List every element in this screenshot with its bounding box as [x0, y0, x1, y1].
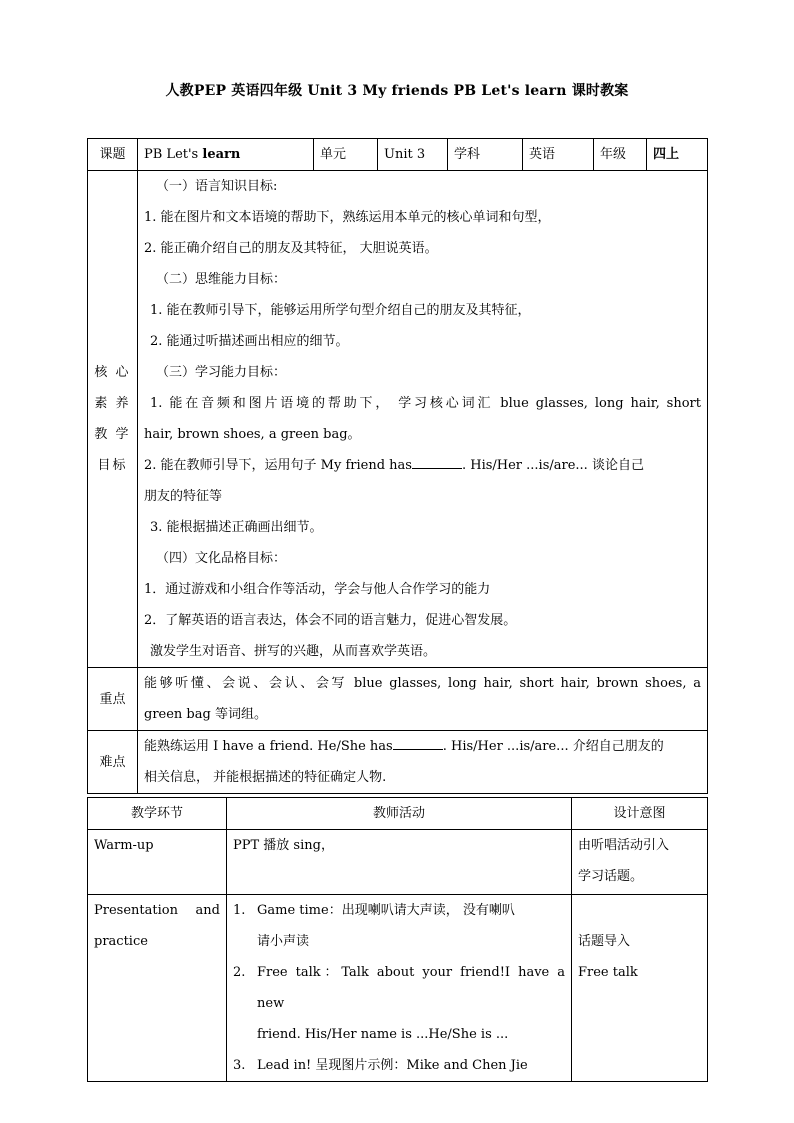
goal-line: 2．了解英语的语言表达，体会不同的语言魅力，促进心智发展。 [144, 613, 517, 628]
fill-blank [412, 454, 462, 469]
goal-line: 朋友的特征等 [144, 489, 223, 504]
grade-value: 四上 [647, 139, 708, 171]
goal-line: 2. 能在教师引导下，运用句子 My friend has . His/Her ...is/are... 谈论自己 [144, 450, 701, 481]
key-points-content: 能够听懂、会说、会认、会写 blue glasses, long hair, short hair, brown shoes, a green bag 等词组。 [138, 668, 708, 731]
goal-heading: （二）思维能力目标： [156, 272, 287, 287]
goal-heading: （三）学习能力目标： [156, 365, 287, 380]
goals-content [138, 171, 708, 668]
list-item: 3. Lead in! 呈现图片示例：Mike and Chen Jie [233, 1058, 528, 1073]
info-row [88, 139, 708, 171]
lesson-info-table [87, 138, 708, 794]
stage-cell: Warm-up [88, 830, 227, 895]
goals-label: 核 心 素 养 教 学 目标 [88, 171, 138, 668]
goal-line: hair, brown shoes, a green bag。 [144, 427, 361, 442]
process-row-warmup [88, 830, 708, 895]
goal-line: 2. 能通过听描述画出相应的细节。 [150, 334, 349, 349]
goal-line: 1. 能在教师引导下，能够运用所学句型介绍自己的朋友及其特征， [150, 303, 531, 318]
topic-label: 课题 [88, 139, 138, 171]
subject-label: 学科 [448, 139, 523, 171]
goal-line: 激发学生对语音、拼写的兴趣，从而喜欢学英语。 [150, 644, 437, 659]
header-activity: 教师活动 [227, 798, 572, 830]
goal-line: 2. 能正确介绍自己的朋友及其特征， 大胆说英语。 [144, 241, 438, 256]
process-row-presentation [88, 895, 708, 1082]
goal-heading: （一）语言知识目标: [156, 179, 278, 194]
difficulty-content: 能熟练运用 I have a friend. He/She has . His/Her ...is/are... 介绍自己朋友的 相关信息， 并能根据描述的特征确定人物. [138, 731, 708, 794]
stage-cell: Presentation and practice [88, 895, 227, 1082]
key-points-row [88, 668, 708, 731]
list-item: 1. Game time：出现喇叭请大声读， 没有喇叭 请小声读 [233, 903, 515, 949]
unit-value: Unit 3 [378, 139, 448, 171]
goal-heading: （四）文化品格目标： [156, 551, 287, 566]
goal-line: 1. 能在图片和文本语境的帮助下，熟练运用本单元的核心单词和句型， [144, 210, 551, 225]
difficulty-label: 难点 [88, 731, 138, 794]
header-intent: 设计意图 [572, 798, 708, 830]
grade-label: 年级 [594, 139, 647, 171]
goals-row [88, 171, 708, 668]
activity-cell [227, 895, 572, 1082]
subject-value: 英语 [523, 139, 594, 171]
list-item: 2. Free talk：Talk about your friend!I have a new friend. His/Her name is ...He/She is ... [233, 965, 565, 1042]
fill-blank [393, 735, 443, 750]
activity-cell: PPT 播放 sing， [227, 830, 572, 895]
intent-cell: 由听唱活动引入 学习话题。 [572, 830, 708, 895]
teaching-process-table [87, 797, 708, 1082]
process-header-row [88, 798, 708, 830]
goal-line: 1. 能在音频和图片语境的帮助下， 学习核心词汇 blue glasses, long hair, short [150, 396, 701, 411]
document-title: 人教PEP 英语四年级 Unit 3 My friends PB Let's learn 课时教案 [165, 83, 629, 99]
goal-line: 1．通过游戏和小组合作等活动，学会与他人合作学习的能力 [144, 582, 491, 597]
intent-cell: 话题导入 Free talk [572, 895, 708, 1082]
difficulty-row [88, 731, 708, 794]
goal-line: 3. 能根据描述正确画出细节。 [150, 520, 323, 535]
key-points-label: 重点 [88, 668, 138, 731]
topic-value: PB Let's learn [138, 139, 314, 171]
unit-label: 单元 [314, 139, 378, 171]
header-stage: 教学环节 [88, 798, 227, 830]
